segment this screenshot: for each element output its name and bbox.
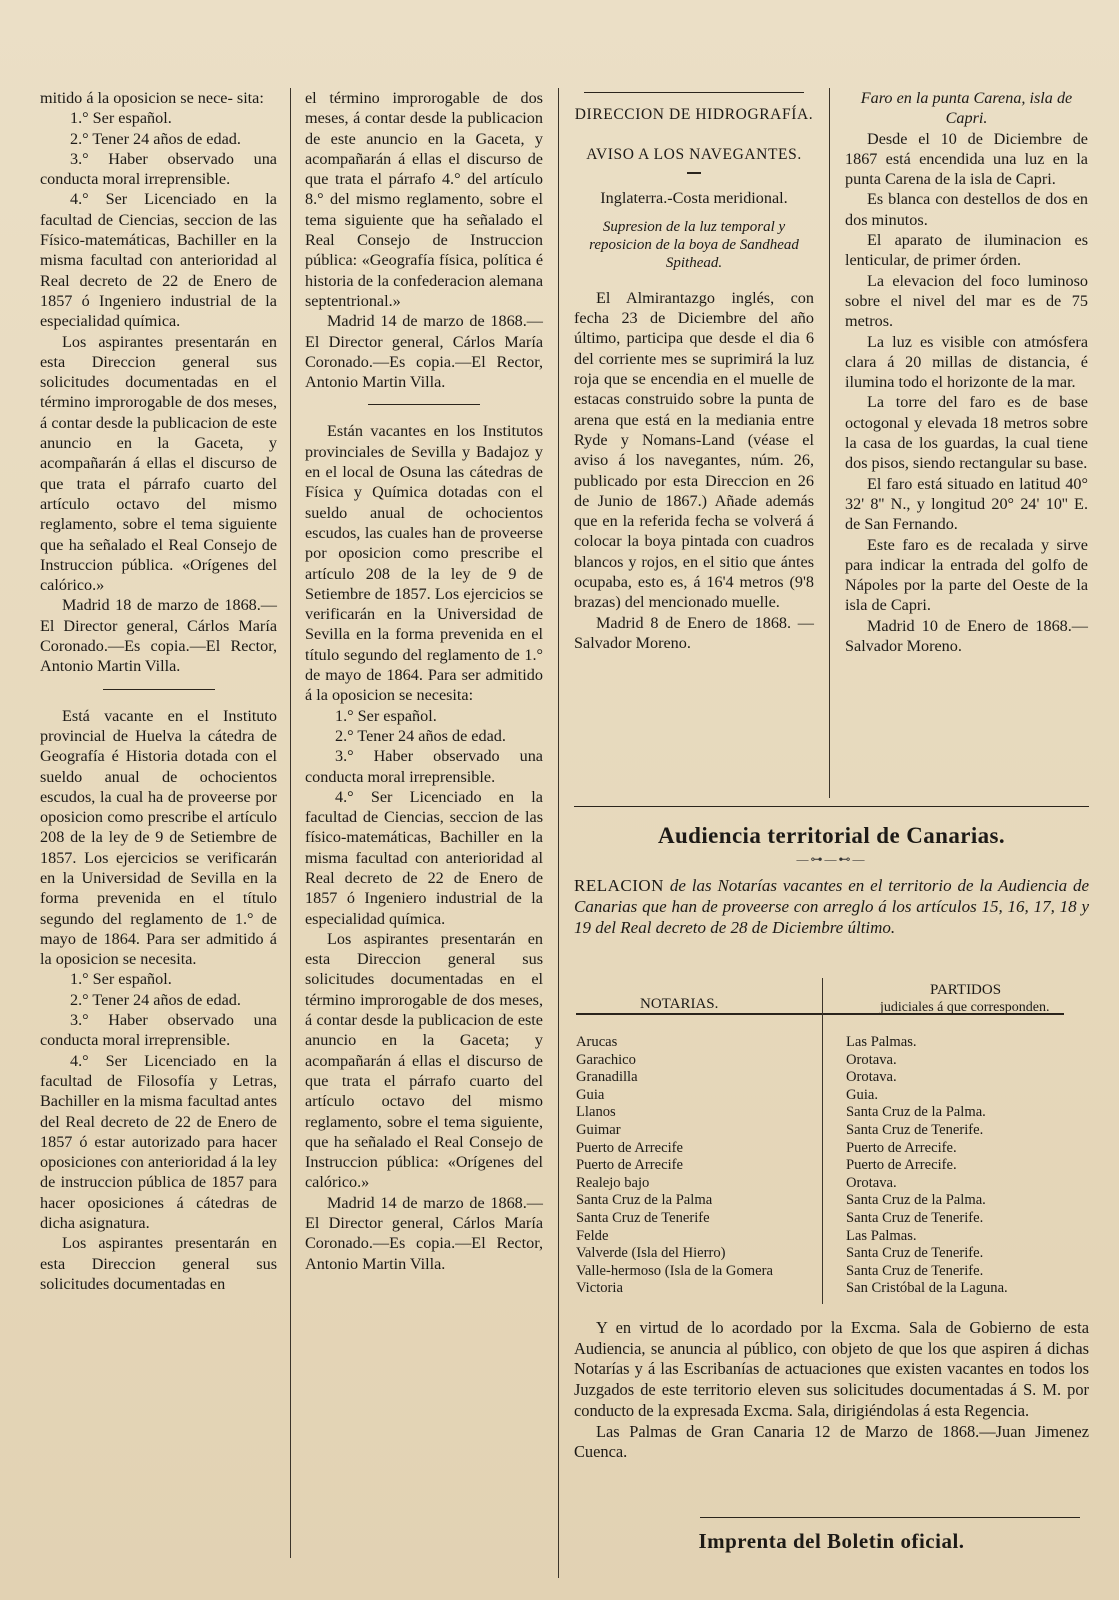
partido-row: Puerto de Arrecife. xyxy=(846,1157,957,1174)
notarias-list xyxy=(576,1034,816,1298)
column-divider xyxy=(558,88,559,1578)
notaria-row: Arucas xyxy=(576,1034,618,1050)
section-rule xyxy=(368,404,480,405)
region-label: Inglaterra.-Costa meridional. xyxy=(600,188,788,207)
notaria-row: Felde xyxy=(576,1227,609,1244)
paragraph: mitido á la oposicion se nece- sita: xyxy=(40,89,264,107)
faro-title: Faro en la punta Carena, isla de Capri. xyxy=(860,89,1073,128)
partido-row: Santa Cruz de Tenerife. xyxy=(846,1262,984,1279)
partido-row: Orotava. xyxy=(846,1051,897,1068)
audiencia-closing xyxy=(574,1318,1089,1463)
partido-row: Santa Cruz de Tenerife. xyxy=(846,1245,984,1262)
paragraph: 4.° Ser Licenciado en la facultad de Ciencias, seccion de las físico-matemáticas, Bachiller en la misma facultad con anterioridad al Real decreto de 22 de Enero de 1857 ó Ingeniero industrial de la especialidad química. xyxy=(305,787,543,928)
partidos-list xyxy=(846,1034,1066,1298)
paragraph: 2.° Tener 24 años de edad. xyxy=(70,129,241,148)
partido-row: Orotava. xyxy=(846,1174,897,1191)
paragraph: 4.° Ser Licenciado en la facultad de Ciencias, seccion de las Físico-matemáticas, Bachiller en la misma facultad con anterioridad al Real decreto de 22 de Enero de 1857 ó Ingeniero industrial de la especialidad química. xyxy=(40,190,277,331)
closing-paragraph: Y en virtud de lo acordado por la Excma. Sala de Gobierno de esta Audiencia, se anuncia al público, con objeto de que los que aspiren á dichas Notarías y á las Escribanías de actuaciones que existen vacantes en todos los Juzgados de este territorio eleven sus solicitudes documentadas á S. M. por conducto de la expresada Excma. Sala, dirigiéndolas á esta Regencia. xyxy=(574,1318,1089,1420)
column-1 xyxy=(40,88,277,1294)
partido-row: Orotava. xyxy=(846,1069,897,1086)
column-divider xyxy=(290,88,291,1558)
paragraph: 2.° Tener 24 años de edad. xyxy=(335,726,506,745)
partido-row: Puerto de Arrecife. xyxy=(846,1139,957,1156)
paragraph: Los aspirantes presentarán en esta Direccion general sus solicitudes documentadas en xyxy=(40,1234,277,1293)
notaria-row: Santa Cruz de la Palma xyxy=(576,1192,713,1209)
paragraph: 1.° Ser español. xyxy=(335,706,437,725)
audiencia-title: Audiencia territorial de Canarias. xyxy=(657,823,1006,848)
column-divider xyxy=(829,88,830,798)
notaria-row: Valverde (Isla del Hierro) xyxy=(576,1245,726,1262)
table-rule xyxy=(576,1013,1064,1015)
relacion-lead: RELACION xyxy=(574,876,664,895)
footer-rule xyxy=(700,1517,1080,1518)
faro-paragraph: El faro está situado en latitud 40° 32' 8'' N., y longitud 20° 24' 10'' E. de San Fernando. xyxy=(845,474,1088,534)
notaria-row: Puerto de Arrecife xyxy=(576,1157,683,1174)
paragraph: Madrid 14 de marzo de 1868.—El Director general, Cárlos María Coronado.—Es copia.—El Rector, Antonio Martin Villa. xyxy=(305,312,543,392)
notaria-row: Llanos xyxy=(576,1104,616,1121)
closing-signature: Las Palmas de Gran Canaria 12 de Marzo de 1868.—Juan Jimenez Cuenca. xyxy=(574,1421,1089,1462)
notaria-row: Santa Cruz de Tenerife xyxy=(576,1209,710,1226)
notaria-row: Victoria xyxy=(576,1280,623,1297)
faro-paragraphs xyxy=(845,129,1088,657)
paragraph: 1.° Ser español. xyxy=(70,109,172,128)
notaria-row: Realejo bajo xyxy=(576,1174,650,1191)
paragraph: 3.° Haber observado una conducta moral irreprensible. xyxy=(40,149,277,189)
table-divider xyxy=(822,978,823,1304)
notaria-row: Puerto de Arrecife xyxy=(576,1139,683,1156)
notaria-row: Guia xyxy=(576,1086,605,1103)
paragraph: 4.° Ser Licenciado en la facultad de Filosofía y Letras, Bachiller en la misma facultad antes del Real decreto de 22 de Enero de 1857 ó estar autorizado para hacer oposiciones con anterioridad á la ley de instruccion pública de 1857 para hacer oposiciones á cátedras de dicha asignatura. xyxy=(40,1051,277,1233)
paragraph: Los aspirantes presentarán en esta Direccion general sus solicitudes documentadas en el término improrogable de dos meses, á contar desde la publicacion de este anuncio en la Gaceta; y acompañarán á ellas el discurso de que trata el párrafo cuarto del artículo octavo del mismo reglamento, sobre el tema siguiente, que ha señalado el Real Consejo de Instruccion pública: «Orígenes del calórico.» xyxy=(305,929,543,1192)
paragraph: 3.° Haber observado una conducta moral irreprensible. xyxy=(305,747,543,786)
paragraph: Madrid 18 de marzo de 1868.—El Director general, Cárlos María Coronado.—Es copia.—El Rector, Antonio Martin Villa. xyxy=(40,596,277,676)
notice-title: Supresion de la luz temporal y reposicion de la boya de Sandhead Spithead. xyxy=(589,218,799,271)
ornament: —⊶—⊷— xyxy=(796,852,867,866)
top-rule xyxy=(584,92,804,93)
faro-paragraph: El aparato de iluminacion es lenticular, de primer órden. xyxy=(845,231,1088,270)
partido-row: Guia. xyxy=(846,1086,879,1103)
relacion-text: de las Notarías vacantes en el territorio de la Audiencia de Canarias que han de proveerse con arreglo á los artículos 15, 16, 17, 18 y 19 del Real decreto de 28 de Diciembre último. xyxy=(574,876,1090,937)
faro-paragraph: La elevacion del foco luminoso sobre el nivel del mar es de 75 metros. xyxy=(845,271,1088,331)
partidos-subheader: judiciales á que corresponden. xyxy=(880,1000,1050,1015)
notice-body: El Almirantazgo inglés, con fecha 23 de Diciembre del año último, participa que desde el dia 6 del corriente mes se suprimirá la luz roja que se encendia en el muelle de estacas construido sobre la punta de arena que está en la mediania entre Ryde y Nomans-Land (véase el aviso á los navegantes, núm. 26, publicado por esta Direccion en 26 de Junio de 1867.) Añade además que en la referida fecha se volverá á colocar la boya pintada con cuadros blancos y rojos, en el sitio que ántes ocupaba, esto es, á 16'4 metros (9'8 brazas) del mencionado muelle. xyxy=(574,288,814,612)
paragraph: 3.° Haber observado una conducta moral irreprensible. xyxy=(40,1011,277,1050)
paragraph: el término improrogable de dos meses, á contar desde la publicacion de este anuncio en la Gaceta, y acompañarán á ellas el discurso de que trata el párrafo 4.° del artículo 8.° del mismo reglamento, sobre el tema siguiente que ha señalado el Real Consejo de Instruccion pública: «Geografía física, política é historia de la confederacion alemana septentrional.» xyxy=(305,89,543,310)
column-3-hidrografia xyxy=(574,88,814,653)
partidos-header: PARTIDOS xyxy=(930,982,1002,998)
notaria-row: Garachico xyxy=(576,1051,636,1068)
faro-paragraph: La torre del faro es de base octogonal y elevada 18 metros sobre la casa de los guardas, la cual tiene dos pisos, siendo rectangular su base. xyxy=(845,393,1088,473)
relacion-heading xyxy=(574,875,1089,938)
notaria-row: Guimar xyxy=(576,1121,621,1138)
partido-row: Las Palmas. xyxy=(846,1227,917,1244)
divider xyxy=(687,172,701,174)
paragraph: Madrid 14 de marzo de 1868.—El Director general, Cárlos María Coronado.—Es copia.—El Rector, Antonio Martin Villa. xyxy=(305,1193,543,1273)
section-subheading: AVISO A LOS NAVEGANTES. xyxy=(586,146,802,164)
partido-row: Santa Cruz de Tenerife. xyxy=(846,1209,984,1226)
faro-paragraph: Este faro es de recalada y sirve para indicar la entrada del golfo de Nápoles por la parte del Oeste de la isla de Capri. xyxy=(845,535,1088,615)
paragraph: Están vacantes en los Institutos provinciales de Sevilla y Badajoz y en el local de Osuna las cátedras de Física y Química dotadas con el sueldo anual de ochocientos escudos, las cuales han de proveerse por oposicion como prescribe el artículo 208 de la ley de 9 de Setiembre de 1857. Los ejercicios se verificarán en la Universidad de Sevilla en la forma prevenida en el título segundo del reglamento de 1.° de mayo de 1864. Para ser admitido á la oposicion se necesita: xyxy=(305,422,543,705)
section-rule xyxy=(103,689,215,690)
notaria-row: Granadilla xyxy=(576,1069,638,1086)
faro-paragraph: Madrid 10 de Enero de 1868.—Salvador Moreno. xyxy=(845,616,1088,656)
notice-signature: Madrid 8 de Enero de 1868. —Salvador Moreno. xyxy=(574,613,814,652)
column-2 xyxy=(305,88,543,1274)
section-heading: DIRECCION DE HIDROGRAFÍA. xyxy=(574,106,814,123)
faro-paragraph: La luz es visible con atmósfera clara á 20 millas de distancia, é ilumina todo el horizonte de la mar. xyxy=(845,332,1088,392)
faro-paragraph: Desde el 10 de Diciembre de 1867 está encendida una luz en la punta Carena de la isla de Capri. xyxy=(845,129,1088,189)
paragraph: 1.° Ser español. xyxy=(70,970,172,989)
notaria-row: Valle-hermoso (Isla de la Gomera xyxy=(576,1262,773,1279)
partido-row: Las Palmas. xyxy=(846,1034,917,1050)
partido-row: San Cristóbal de la Laguna. xyxy=(846,1280,1008,1297)
notarias-header: NOTARIAS. xyxy=(640,996,719,1012)
partido-row: Santa Cruz de la Palma. xyxy=(846,1192,986,1209)
paragraph: Está vacante en el Instituto provincial de Huelva la cátedra de Geografía é Historia dotada con el sueldo anual de ochocientos escudos, la cual ha de proveerse por oposicion como prescribe el artículo 208 de la ley de 9 de Setiembre de 1857. Los ejercicios se verificarán en la Universidad de Sevilla en la forma prevenida en el título segundo del reglamento de 1.° de mayo de 1864. Para ser admitido á la oposicion se necesita. xyxy=(40,706,277,969)
partido-row: Santa Cruz de Tenerife. xyxy=(846,1121,984,1138)
imprenta-footer: Imprenta del Boletin oficial. xyxy=(698,1529,965,1553)
paragraph: Los aspirantes presentarán en esta Direccion general sus solicitudes documentadas en el término improrogable de dos meses, á contar desde la publicacion de este anuncio en la Gaceta, y acompañarán á ellas el discurso de que trata el párrafo cuarto del artículo octavo del mismo reglamento, sobre el tema siguiente que ha señalado el Real Consejo de Instruccion pública. «Orígenes del calórico.» xyxy=(40,332,277,595)
section-rule xyxy=(574,806,1089,807)
column-4-faro xyxy=(845,88,1088,656)
partido-row: Santa Cruz de la Palma. xyxy=(846,1104,986,1121)
paragraph: 2.° Tener 24 años de edad. xyxy=(70,990,241,1009)
faro-paragraph: Es blanca con destellos de dos en dos minutos. xyxy=(845,190,1088,229)
